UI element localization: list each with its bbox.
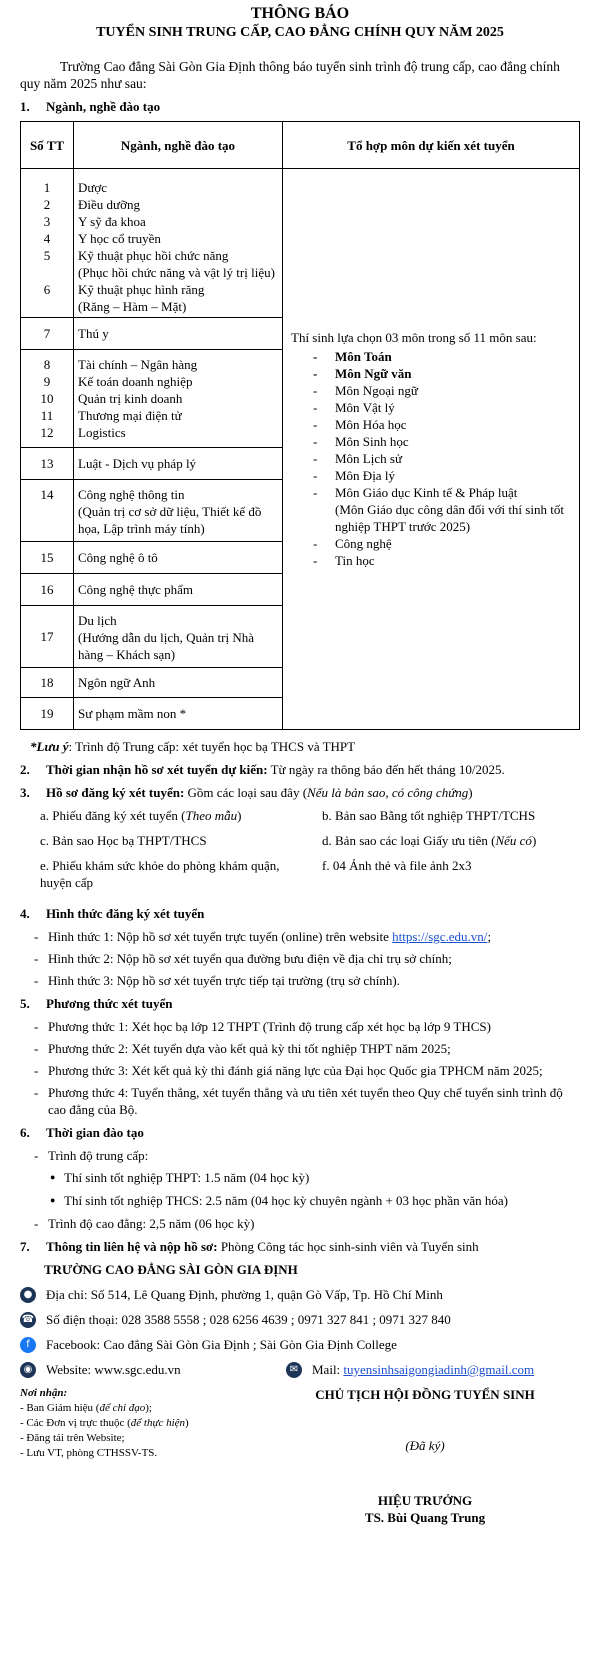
signed-note: (Đã ký): [405, 1438, 445, 1453]
section-6: 6. Thời gian đào tạo: [20, 1125, 144, 1140]
row-major: Thú y: [74, 318, 283, 350]
intro-paragraph: Trường Cao đẳng Sài Gòn Gia Định thông báo tuyển sinh trình độ trung cấp, cao đẳng chính quy năm 2025 như sau:: [20, 59, 560, 91]
doc-item-a: a. Phiếu đăng ký xét tuyển (Theo mẫu): [40, 808, 242, 823]
facebook-row: [20, 1336, 580, 1353]
mail-link[interactable]: tuyensinhsaigongiadinh@gmail.com: [343, 1362, 535, 1377]
group-1-names: Dược Điều dưỡng Y sỹ đa khoa Y học cổ truyền Kỹ thuật phục hồi chức năng (Phục hồi chức năng và vật lý trị liệu) Kỹ thuật phục hình răng (Răng – Hàm – Mặt): [74, 169, 283, 318]
recipients-block: [20, 1386, 260, 1461]
recipient-item: - Ban Giám hiệu (để chỉ đạo);: [20, 1402, 152, 1414]
row-major: Sư phạm mầm non *: [74, 698, 283, 730]
section-5: 5. Phương thức xét tuyển: [20, 996, 173, 1011]
website-link[interactable]: https://sgc.edu.vn/: [392, 929, 488, 944]
admission-method-3: - Phương thức 3: Xét kết quả kỳ thi đánh giá năng lực của Đại học Quốc gia TPHCM năm 2025;: [20, 1062, 580, 1079]
facebook-icon: f: [20, 1337, 36, 1353]
note-label: *Lưu ý: [30, 739, 69, 754]
notice-title: THÔNG BÁO: [250, 5, 350, 22]
website-mail-row: [20, 1361, 580, 1378]
training-duration: [20, 1147, 580, 1164]
section-7: 7. Thông tin liên hệ và nộp hồ sơ: Phòng Công tác học sinh-sinh viên và Tuyển sinh: [20, 1239, 479, 1254]
duration-thcs: ● Thí sinh tốt nghiệp THCS: 2.5 năm (04 học kỳ chuyên ngành + 03 học phần văn hóa): [20, 1192, 580, 1209]
section-title: Ngành, nghề đào tạo: [46, 99, 161, 114]
doc-item-d: d. Bản sao các loại Giấy ưu tiên (Nếu có): [322, 833, 537, 848]
mail-icon: ✉: [286, 1362, 302, 1378]
doc-item-c: c. Bản sao Học bạ THPT/THCS: [40, 833, 207, 848]
section-4: 4. Hình thức đăng ký xét tuyển: [20, 906, 205, 921]
section-title: Thông tin liên hệ và nộp hồ sơ:: [46, 1239, 218, 1254]
documents-list: [40, 807, 580, 899]
header-major: Ngành, nghề đào tạo: [74, 122, 283, 169]
row-no: 17: [21, 606, 74, 668]
notice-subtitle: TUYỂN SINH TRUNG CẤP, CAO ĐẲNG CHÍNH QUY NĂM 2025: [96, 25, 504, 40]
admission-method-4: - Phương thức 4: Tuyển thẳng, xét tuyển thẳng và ưu tiên xét tuyển theo Quy chế tuyển sinh trình độ cao đẳng của Bộ.: [20, 1084, 580, 1118]
section-title: Hồ sơ đăng ký xét tuyển:: [46, 785, 185, 800]
header-subjects: Tổ hợp môn dự kiến xét tuyển: [283, 122, 580, 169]
group-3-names: Tài chính – Ngân hàng Kế toán doanh nghiệp Quản trị kinh doanh Thương mại điện tử Logistics: [74, 350, 283, 448]
recipient-item: - Đăng tải trên Website;: [20, 1432, 125, 1444]
row-major: Luật - Dịch vụ pháp lý: [74, 448, 283, 480]
address-text: Địa chỉ: Số 514, Lê Quang Định, phường 1, quận Gò Vấp, Tp. Hồ Chí Minh: [46, 1287, 443, 1302]
duration-thpt: ● Thí sinh tốt nghiệp THPT: 1.5 năm (04 học kỳ): [20, 1169, 580, 1186]
doc-item-f: f. 04 Ảnh thẻ và file ảnh 2x3: [322, 858, 472, 873]
row-no: 16: [21, 574, 74, 606]
row-major: Công nghệ thực phẩm: [74, 574, 283, 606]
mail-label: Mail:: [312, 1362, 341, 1377]
section-title: Hình thức đăng ký xét tuyển: [46, 906, 205, 921]
majors-table: [20, 121, 580, 730]
subject-item: - Môn Ngoại ngữ: [313, 382, 575, 399]
chair-title: CHỦ TỊCH HỘI ĐỒNG TUYỂN SINH: [315, 1387, 535, 1402]
facebook-text: Facebook: Cao đẳng Sài Gòn Gia Định ; Sài Gòn Gia Định College: [46, 1337, 397, 1352]
subject-item: - Tin học: [313, 552, 575, 569]
intermediate-details: [20, 1169, 580, 1209]
doc-item-b: b. Bản sao Bằng tốt nghiệp THPT/TCHS: [322, 808, 536, 823]
phone-text: Số điện thoại: 028 3588 5558 ; 028 6256 4639 ; 0971 327 841 ; 0971 327 840: [46, 1312, 451, 1327]
note-line: [30, 738, 580, 755]
row-no: 19: [21, 698, 74, 730]
subject-item: - Công nghệ: [313, 535, 575, 552]
method-3: - Hình thức 3: Nộp hồ sơ xét tuyển trực tiếp tại trường (trụ sở chính).: [20, 972, 580, 989]
notice-page: [20, 0, 580, 1526]
subject-item: - Môn Lịch sử: [313, 450, 575, 467]
row-no: 14: [21, 480, 74, 542]
header-no: Số TT: [21, 122, 74, 169]
doc-item-e: e. Phiếu khám sức khỏe do phòng khám quận, huyện cấp: [40, 858, 280, 890]
subjects-list: [291, 348, 575, 569]
globe-icon: ◉: [20, 1362, 36, 1378]
phone-icon: ☎: [20, 1312, 36, 1328]
subject-item: - Môn Sinh học: [313, 433, 575, 450]
note-text: : Trình độ Trung cấp: xét tuyển học bạ THCS và THPT: [68, 739, 356, 754]
row-major: Công nghệ ô tô: [74, 542, 283, 574]
website-text: Website: www.sgc.edu.vn: [46, 1362, 181, 1377]
section-3: 3. Hồ sơ đăng ký xét tuyển: Gồm các loại sau đây (Nếu là bản sao, có công chứng): [20, 785, 473, 800]
subject-item: - Môn Hóa học: [313, 416, 575, 433]
section-1-heading: [20, 98, 580, 115]
signature-block: [270, 1386, 580, 1526]
phone-row: [20, 1311, 580, 1328]
recipient-item: - Lưu VT, phòng CTHSSV-TS.: [20, 1447, 158, 1459]
subject-item: - Môn Giáo dục Kinh tế & Pháp luật (Môn Giáo dục công dân đối với thí sinh tốt nghiệp THPT trước 2025): [313, 484, 575, 535]
subject-note: (Môn Giáo dục công dân đối với thí sinh tốt nghiệp THPT trước 2025): [335, 502, 564, 534]
row-major: Du lịch (Hướng dẫn du lịch, Quản trị Nhà hàng – Khách sạn): [74, 606, 283, 668]
signer-name: TS. Bùi Quang Trung: [364, 1510, 486, 1525]
level-intermediate: - Trình độ trung cấp:: [20, 1147, 580, 1164]
registration-methods: [20, 928, 580, 989]
group-3-numbers: 8 9 10 11 12: [21, 350, 74, 448]
subject-item: - Môn Vật lý: [313, 399, 575, 416]
admission-method-1: - Phương thức 1: Xét học bạ lớp 12 THPT (Trình độ trung cấp xét học bạ lớp 9 THCS): [20, 1018, 580, 1035]
location-pin-icon: ●: [20, 1287, 36, 1303]
recipient-item: - Các Đơn vị trực thuộc (để thực hiện): [20, 1417, 189, 1429]
section-title: Thời gian đào tạo: [46, 1125, 144, 1140]
level-college: - Trình độ cao đẳng: 2,5 năm (06 học kỳ): [20, 1215, 580, 1232]
school-name: TRƯỜNG CAO ĐẲNG SÀI GÒN GIA ĐỊNH: [44, 1262, 298, 1277]
subject-item: - Môn Địa lý: [313, 467, 575, 484]
row-no: 7: [21, 318, 74, 350]
section-text: Từ ngày ra thông báo đến hết tháng 10/2025.: [267, 762, 505, 777]
principal-title: HIỆU TRƯỞNG: [377, 1493, 473, 1508]
row-major: Ngôn ngữ Anh: [74, 668, 283, 698]
address-row: [20, 1286, 580, 1303]
admission-methods: [20, 1018, 580, 1118]
section-2: 2. Thời gian nhận hồ sơ xét tuyển dự kiến: Từ ngày ra thông báo đến hết tháng 10/2025.: [20, 762, 505, 777]
row-major: Công nghệ thông tin (Quản trị cơ sở dữ liệu, Thiết kế đồ họa, Lập trình máy tính): [74, 480, 283, 542]
row-no: 18: [21, 668, 74, 698]
subjects-intro: Thí sinh lựa chọn 03 môn trong số 11 môn sau:: [291, 330, 537, 345]
row-no: 15: [21, 542, 74, 574]
section-title: Thời gian nhận hồ sơ xét tuyển dự kiến:: [46, 762, 268, 777]
subject-item: - Môn Ngữ văn: [313, 365, 575, 382]
method-2: - Hình thức 2: Nộp hồ sơ xét tuyển qua đường bưu điện về địa chỉ trụ sở chính;: [20, 950, 580, 967]
section-title: Phương thức xét tuyển: [46, 996, 173, 1011]
row-no: 13: [21, 448, 74, 480]
section-number: 1.: [20, 99, 30, 114]
admission-method-2: - Phương thức 2: Xét tuyển dựa vào kết quả kỳ thi tốt nghiệp THPT năm 2025;: [20, 1040, 580, 1057]
subjects-cell: [283, 169, 580, 730]
group-1-numbers: 1 2 3 4 5 6: [21, 169, 74, 318]
recipients-label: Nơi nhận:: [20, 1387, 68, 1399]
footer: [20, 1386, 580, 1526]
method-1: - Hình thức 1: Nộp hồ sơ xét tuyển trực tuyến (online) trên website https://sgc.edu.vn/;: [20, 928, 580, 945]
subject-item: - Môn Toán: [313, 348, 575, 365]
